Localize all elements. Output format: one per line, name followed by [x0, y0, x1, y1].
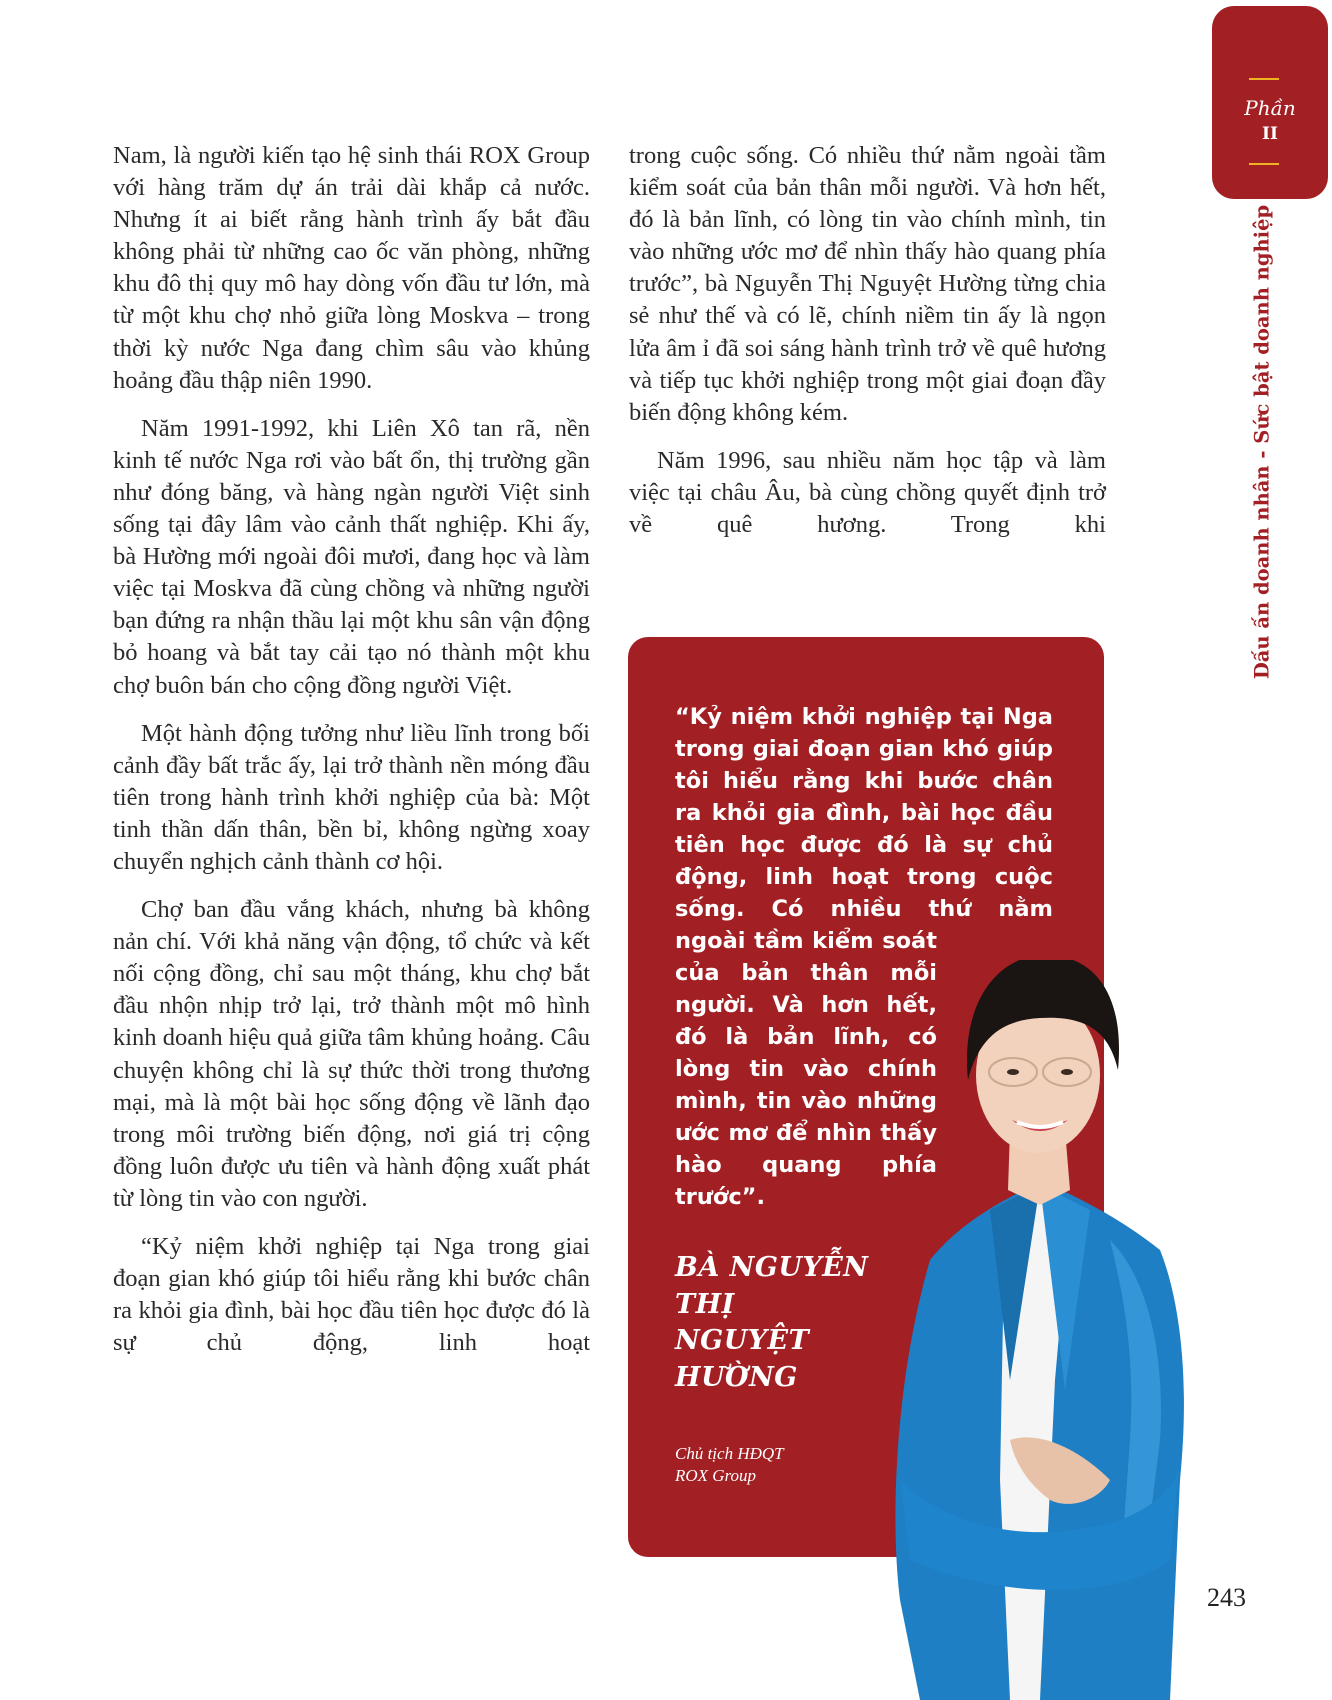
paragraph: trong cuộc sống. Có nhiều thứ nằm ngoài tầm kiểm soát của bản thân mỗi người. Và hơn hết, đó là bản lĩnh, có lòng tin vào chính mình, tin vào những ước mơ để nhìn thấy hào quang phía trước”, bà Nguyễn Thị Nguyệt Hường từng chia sẻ như thế và có lẽ, chính niềm tin ấy là ngọn lửa âm ỉ đã soi sáng hành trình trở về quê hương và tiếp tục khởi nghiệp trong một giai đoạn đầy biến động không kém.	[629, 142, 1106, 426]
tab-accent-line	[1249, 163, 1279, 165]
speaker-title	[675, 1443, 784, 1487]
portrait-image	[860, 960, 1220, 1700]
right-column	[629, 140, 1106, 557]
speaker-title-line: Chủ tịch HĐQT	[675, 1444, 784, 1463]
paragraph: Chợ ban đầu vắng khách, nhưng bà không nản chí. Với khả năng vận động, tổ chức và kết nối cộng đồng, chỉ sau một tháng, khu chợ bắt đầu nhộn nhịp trở lại, trở thành một mô hình kinh doanh hiệu quả giữa tâm khủng hoảng. Câu chuyện không chỉ là sự thức thời trong thương mại, mà là một bài học sống động về lãnh đạo trong môi trường biến động, nơi giá trị cộng đồng luôn được ưu tiên và hành động xuất phát từ lòng tin vào con người.	[113, 896, 590, 1212]
tab-accent-line	[1249, 78, 1279, 80]
speaker-title-line: ROX Group	[675, 1466, 757, 1485]
left-column	[113, 140, 590, 1375]
section-title: Dấu ấn doanh nhân - Sức bật doanh nghiệp	[1250, 204, 1274, 680]
section-number: II	[1262, 124, 1278, 144]
paragraph: “Kỷ niệm khởi nghiệp tại Nga trong giai đoạn gian khó giúp tôi hiểu rằng khi bước chân ra khỏi gia đình, bài học đầu tiên học được đó là sự chủ động, linh hoạt	[113, 1233, 590, 1357]
section-tab	[1212, 6, 1328, 199]
section-label: Phần	[1244, 96, 1296, 120]
pull-quote-text-continued: ngoài tầm kiểm soát của bản thân mỗi người. Và hơn hết, đó là bản lĩnh, có lòng tin vào chính mình, tin vào những ước mơ để nhìn thấy hào quang phía trước”.	[675, 928, 937, 1210]
paragraph: Năm 1991-1992, khi Liên Xô tan rã, nền kinh tế nước Nga rơi vào bất ổn, thị trường gần như đóng băng, và hàng ngàn người Việt sinh sống tại đây lâm vào cảnh thất nghiệp. Khi ấy, bà Hường mới ngoài đôi mươi, đang học và làm việc tại Moskva đã cùng chồng và những người bạn đứng ra nhận thầu lại một khu sân vận động bỏ hoang và bắt tay cải tạo nó thành một khu chợ buôn bán cho cộng đồng người Việt.	[113, 414, 590, 699]
page-number: 243	[1207, 1583, 1246, 1612]
pull-quote-text: “Kỷ niệm khởi nghiệp tại Nga trong giai đoạn gian khó giúp tôi hiểu rằng khi bước chân ra khỏi gia đình, bài học đầu tiên học được đó là sự chủ động, linh hoạt trong cuộc sống. Có nhiều thứ nằm	[675, 704, 1053, 922]
paragraph: Năm 1996, sau nhiều năm học tập và làm việc tại châu Âu, bà cùng chồng quyết định trở về quê hương. Trong khi	[629, 446, 1106, 539]
paragraph: Nam, là người kiến tạo hệ sinh thái ROX Group với hàng trăm dự án trải dài khắp cả nước. Nhưng ít ai biết rằng hành trình ấy bắt đầu không phải từ những cao ốc văn phòng, những khu đô thị quy mô hay dòng vốn đầu tư lớn, mà từ một khu chợ nhỏ giữa lòng Moskva – trong thời kỳ nước Nga đang chìm sâu vào khủng hoảng đầu thập niên 1990.	[113, 142, 590, 394]
paragraph: Một hành động tưởng như liều lĩnh trong bối cảnh đầy bất trắc ấy, lại trở thành nền móng đầu tiên trong hành trình khởi nghiệp của bà: Một tinh thần dấn thân, bền bỉ, không ngừng xoay chuyển nghịch cảnh thành cơ hội.	[113, 719, 590, 875]
speaker-name: BÀ NGUYỄN THỊ NGUYỆT HƯỜNG	[675, 1252, 869, 1393]
